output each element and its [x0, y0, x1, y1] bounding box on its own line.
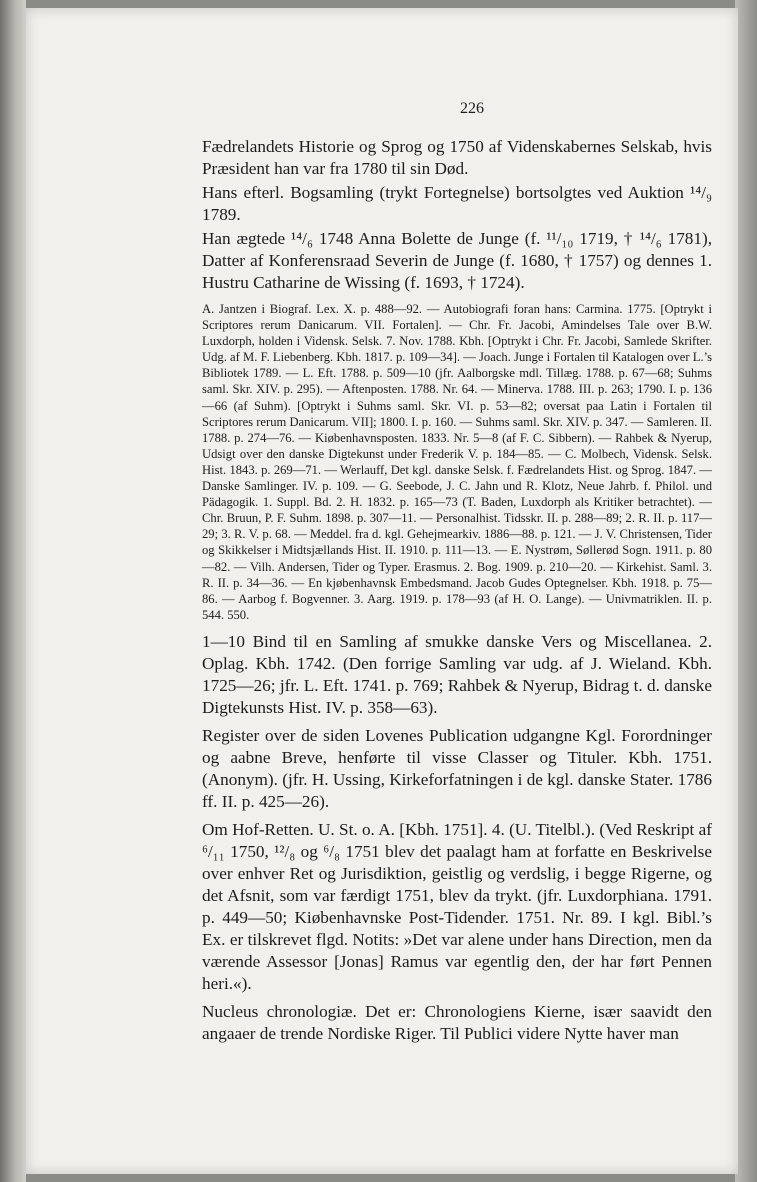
page-number: 226 — [460, 100, 484, 117]
scan-right-edge — [735, 0, 757, 1182]
page-content — [202, 100, 712, 1045]
paragraph-entry-hof-retten: Om Hof-Retten. U. St. o. A. [Kbh. 1751]. 4. (U. Titelbl.). (Ved Reskript af ⁶/₁₁ 1750, ¹²/₈ og ⁶/₈ 1751 blev det paalagt ham at forfatte en Beskrivelse over enhver Ret og Jurisdiktion, geistlig og verdslig, i begge Rigerne, og det Afsnit, som var færdigt 1751, blev da trykt. (jfr. Luxdorphiana. 1791. p. 449—50; Kiøbenhavnske Post-Tidender. 1751. Nr. 89. I kgl. Bibl.’s Ex. er tilskrevet flgd. Notits: »Det var alene under hans Direction, men da værende Assessor [Jonas] Ramus var egentlig den, der har ført Pennen heri.«). — [202, 819, 712, 993]
scan-left-edge — [0, 0, 26, 1182]
book-page — [26, 8, 738, 1174]
paragraph-book-collection: Hans efterl. Bogsamling (trykt Fortegnelse) bortsolgtes ved Auktion ¹⁴/₉ 1789. — [202, 183, 712, 224]
paragraph-marriage: Han ægtede ¹⁴/₆ 1748 Anna Bolette de Junge (f. ¹¹/₁₀ 1719, † ¹⁴/₆ 1781), Datter af Konferensraad Severin de Junge (f. 1680, † 1757) og dennes 1. Hustru Catharine de Wissing (f. 1693, † 1724). — [202, 229, 712, 292]
paragraph-entry-vers-samling: 1—10 Bind til en Samling af smukke danske Vers og Miscellanea. 2. Oplag. Kbh. 1742. (Den forrige Samling var udg. af J. Wieland. Kbh. 1725—26; jfr. L. Eft. 1741. p. 769; Rahbek & Nyerup, Bidrag t. d. danske Digtekunsts Hist. IV. p. 358—63). — [202, 631, 712, 717]
paragraph-entry-nucleus: Nucleus chronologiæ. Det er: Chronologiens Kierne, især saavidt den angaaer de trende Nordiske Riger. Til Publici videre Nytte haver man — [202, 1001, 712, 1043]
paragraph-biography-end: Fædrelandets Historie og Sprog og 1750 af Videnskabernes Selskab, hvis Præsident han var fra 1780 til sin Død. — [202, 137, 712, 178]
paragraph-entry-register: Register over de siden Lovenes Publication udgangne Kgl. Forordninger og aabne Breve, henførte til visse Classer og Tituler. Kbh. 1751. (Anonym). (jfr. H. Ussing, Kirkeforfatningen i de kgl. danske Stater. 1786 ff. II. p. 425—26). — [202, 725, 712, 811]
paragraph-references: A. Jantzen i Biograf. Lex. X. p. 488—92. — Autobiografi foran hans: Carmina. 1775. [Optrykt i Scriptores rerum Danicarum. VII. Fortalen]. — Chr. Fr. Jacobi, Amindelses Tale over B.W. Luxdorph, holden i Vidensk. Selsk. 7. Nov. 1788. Kbh. [Optrykt i Chr. Fr. Jacobi, Samlede Skrifter. Udg. af M. F. Liebenberg. Kbh. 1817. p. 109—34]. — Joach. Junge i Fortalen til Katalogen over L.’s Bibliotek 1789. — L. Eft. 1788. p. 509—10 (jfr. Aalborgske mdl. Tillæg. 1788. p. 67—68; Suhms saml. Skr. XIV. p. 295). — Aftenposten. 1788. Nr. 64. — Minerva. 1788. III. p. 263; 1790. I. p. 136—66 (af Suhm). [Optrykt i Suhms saml. Skr. VI. p. 53—82; oversat paa Latin i Fortalen til Scriptores rerum Danicarum. VII]; 1800. I. p. 160. — Suhms saml. Skr. XIV. p. 347. — Samleren. II. 1788. p. 274—76. — Kiøbenhavnsposten. 1833. Nr. 5—8 (af F. C. Sibbern). — Rahbek & Nyerup, Udsigt over den danske Digtekunst under Frederik V. p. 184—85. — C. Molbech, Vidensk. Selsk. Hist. 1843. p. 269—71. — Werlauff, Det kgl. danske Selsk. f. Fædrelandets Hist. og Sprog. 1847. — Danske Samlinger. IV. p. 109. — G. Seebode, J. C. Jahn und R. Klotz, Neue Jahrb. f. Philol. und Pädagogik. 1. Suppl. Bd. 2. H. 1832. p. 165—73 (T. Baden, Luxdorph als Kritiker betrachtet). — Chr. Bruun, P. F. Suhm. 1898. p. 307—11. — Personalhist. Tidsskr. II. p. 288—89; 2. R. II. p. 117—29; 3. R. V. p. 68. — Meddel. fra d. kgl. Gehejmearkiv. 1886—88. p. 121. — J. V. Christensen, Tider og Skikkelser i Midtsjællands Hist. II. 1910. p. 111—13. — E. Nystrøm, Søllerød Sogn. 1911. p. 80—82. — Vilh. Andersen, Tider og Typer. Erasmus. 2. Bog. 1909. p. 210—20. — Kirkehist. Saml. 3. R. II. p. 34—36. — En kjøbenhavnsk Embedsmand. Jacob Gudes Optegnelser. Kbh. 1918. p. 75—86. — Aarbog f. Bogvenner. 3. Aarg. 1919. p. 178—93 (af H. O. Lange). — Univmatriklen. II. p. 544. 550. — [202, 302, 712, 622]
